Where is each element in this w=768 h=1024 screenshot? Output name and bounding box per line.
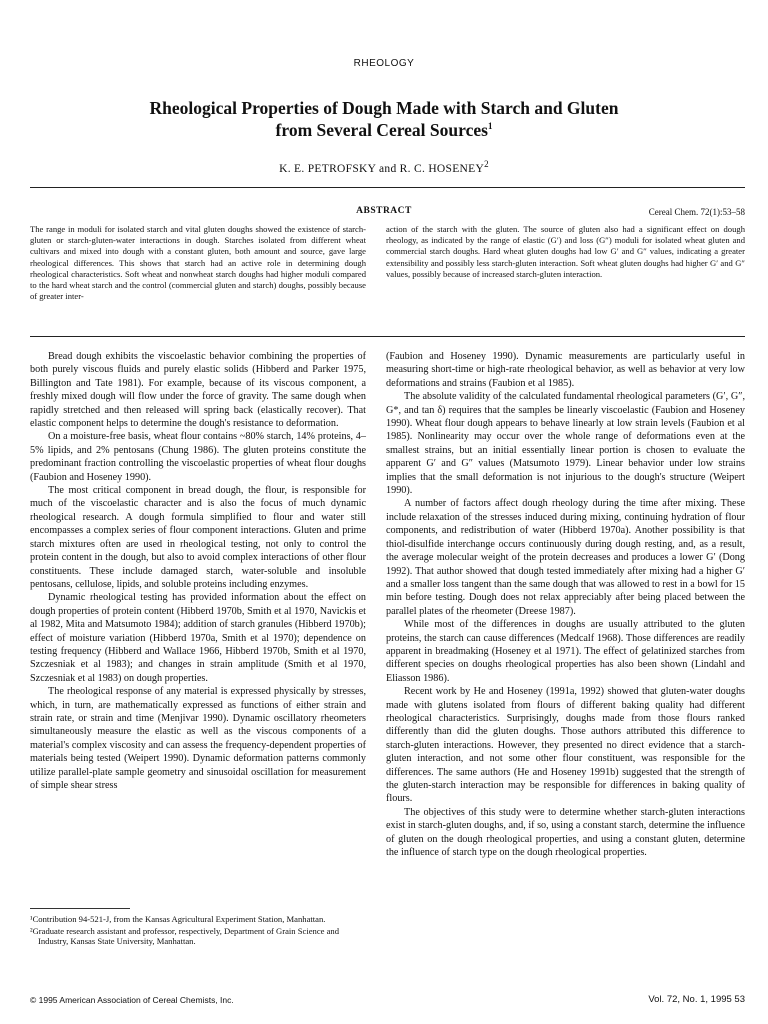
body-paragraph: The absolute validity of the calculated fundamental rheological parameters (G′, G″, G*, and tan δ) requires that the samples be linearly viscoelastic (Faubion and Hoseney 1990). Wheat flour dough appears to behave linearly at low strain levels (Faubion et al 1985). Nonlinearity may occur over the whole range of deformations even at the smallest strains, but an initial essentially linear portion is chosen to evaluate the apparent G′ and G″ values (Matsumoto 1979). Linear behavior under low strains implies that the small deformation is not injurious to the dough's structure (Weipert 1990). [386, 391, 745, 497]
paper-title [60, 97, 708, 141]
body-paragraph: (Faubion and Hoseney 1990). Dynamic measurements are particularly useful in measuring short-time or high-rate rheological behavior, as well as behavior at very low deformations and strains (Faubion et al 1985). [386, 351, 745, 389]
journal-citation: Cereal Chem. 72(1):53–58 [648, 207, 745, 217]
body-paragraph: While most of the differences in doughs are usually attributed to the gluten proteins, the starch can cause differences (Medcalf 1968). Those differences are readily apparent in breadmaking (Hoseney et al 1971). The effect of gelatinized starches from different species on doughs rheological properties has also been shown (Lindahl and Eliasson 1986). [386, 619, 745, 684]
header-rule [30, 187, 745, 188]
body-paragraph: The rheological response of any material is expressed physically by stresses, which, in turn, are mathematically expressed as functions of either strain and strain rate, or strain and time (Menjivar 1990). Dynamic oscillatory rheometers simultaneously measure the elastic as well as the viscous components of a material's complex viscosity and can assess the frequency-dependent properties of materials being tested (Weipert 1990). Dynamic deformation patterns commonly utilize parallel-plate sample geometry and sinusoidal oscillation for measurement of simple shear stress [30, 686, 366, 791]
abstract-rule [30, 336, 745, 337]
authors: K. E. PETROFSKY and R. C. HOSENEY [279, 163, 485, 175]
title-line-1: Rheological Properties of Dough Made with Starch and Gluten [149, 98, 619, 118]
abstract-text-right: action of the starch with the gluten. The source of gluten also had a significant effect on dough rheology, as indicated by the range of elastic (G′) and loss (G″) moduli for isolated wheat gluten and commercial starch doughs. Hard wheat gluten doughs had low G′ and G″ values, indicating a greater extensibility and possibly less starch-gluten interaction. Soft wheat gluten doughs had higher G′ and G″ values, possibly because of increased starch-gluten interaction. [386, 224, 745, 279]
footnote-rule [30, 908, 130, 909]
author-footnote-marker: 2 [484, 159, 489, 170]
copyright-notice: © 1995 American Association of Cereal Chemists, Inc. [30, 995, 234, 1005]
title-footnote-marker: 1 [487, 121, 493, 132]
body-right-column [386, 350, 745, 859]
body-paragraph: A number of factors affect dough rheology during the time after mixing. These include relaxation of the stresses induced during mixing, continuing hydration of flour components, and redistribution of water (Hibberd 1970a). Another possibility is that thiol-disulfide interchange occurs continuously during dough resting, and, as a result, the average molecular weight of the protein decreases and produces a lower G′ (Dong 1992). That author showed that dough tested immediately after mixing had a higher G′ and a smaller loss tangent than the same dough that was allowed to rest in a bowl for 15 min before testing. Dough does not relax appreciably after being placed between the parallel plates of the rheometer (Dreese 1987). [386, 498, 745, 617]
body-paragraph: The objectives of this study were to determine whether starch-gluten interactions exist in starch-gluten doughs, and, if so, using a constant starch, determine the influence of gluten on the dough rheological properties, and using a constant gluten, determine the influence of starch type on the dough rheological properties. [386, 806, 746, 859]
author-line [0, 159, 768, 175]
section-label: RHEOLOGY [353, 58, 415, 69]
abstract-right-column [386, 224, 745, 280]
abstract-left-column [30, 224, 366, 302]
body-left-column [30, 350, 366, 792]
title-line-2: from Several Cereal Sources [275, 120, 488, 140]
body-paragraph: Dynamic rheological testing has provided information about the effect on dough properties of protein content (Hibberd 1970b, Smith et al 1970, Navickis et al 1982, Mita and Matsumoto 1984); addition of starch granules (Hibberd 1970b); effect of moisture variation (Hibberd 1970a, Smith et al 1970); dependence on testing frequency (Hibberd and Wallace 1966, Hibberd 1970b, Smith et al 1970, Szczesniak et al 1983); and changes in strain amplitude (Smith et al 1970, Szczesniak et al 1983) on dough properties. [30, 592, 366, 684]
body-paragraph: Recent work by He and Hoseney (1991a, 1992) showed that gluten-water doughs made with glutens isolated from flours of different baking quality had different rheological characteristics. Surprisingly, doughs made from those flours ranked differently than did the gluten doughs. Those authors attributed this difference to starch-gluten interactions. However, they presented no direct evidence that a starch-gluten interaction, and not some other flour constituent, was responsible for the differences. The same authors (He and Hoseney 1991b) suggested that the strength of the gluten-starch interaction may be responsible for differences in baking quality of flours. [386, 686, 745, 805]
footnotes [30, 914, 366, 948]
body-paragraph: The most critical component in bread dough, the flour, is responsible for much of the viscoelastic character and is also the focus of much dynamic rheological research. A dough formula simplified to flour and water still encompasses a complex series of flour component interactions. Gluten and prime starch mixtures often are used in rheological testing, not only to control the protein content in the dough, but also to avoid complex interactions of other flour constituents. These include damaged starch, water-soluble and insoluble pentosans, cellulose, lipids, and soluble proteins including enzymes. [30, 485, 366, 590]
abstract-heading: ABSTRACT [356, 206, 412, 216]
footnote-1: ¹Contribution 94-521-J, from the Kansas Agricultural Experiment Station, Manhattan. [30, 914, 326, 924]
abstract-text-left: The range in moduli for isolated starch and vital gluten doughs showed the existence of starch-gluten or starch-gluten-water interactions in dough. Starches isolated from different wheat cultivars and mixed into dough with a constant gluten, both amount and source, gave large rheological differences. This shows that starch had an active role in determining dough rheological characteristics. Soft wheat and nonwheat starch doughs had higher moduli compared to the hard wheat starch and the control (commercial gluten and starch) doughs, possibly because of greater inter- [30, 224, 366, 302]
body-paragraph: Bread dough exhibits the viscoelastic behavior combining the properties of both purely viscous fluids and purely elastic solids (Hibberd and Parker 1975, Billington and Tate 1981). For example, because of its viscous component, a freshly mixed dough will flow under the force of gravity. The same dough when rapidly stretched and then released will spring back (elastically recover). That elastic component helps to determine the dough's resistance to deformation. [30, 351, 366, 430]
body-paragraph: On a moisture-free basis, wheat flour contains ~80% starch, 14% proteins, 4–5% lipids, and 2% pentosans (Chung 1986). The gluten proteins constitute the predominant fraction controlling the viscoelastic properties of wheat flour doughs (Faubion and Hoseney 1990). [30, 431, 366, 483]
page-folio: Vol. 72, No. 1, 1995 53 [648, 994, 745, 1005]
footnote-2: ²Graduate research assistant and professor, respectively, Department of Grain Science and Industry, Kansas State University, Manhattan. [30, 925, 340, 947]
